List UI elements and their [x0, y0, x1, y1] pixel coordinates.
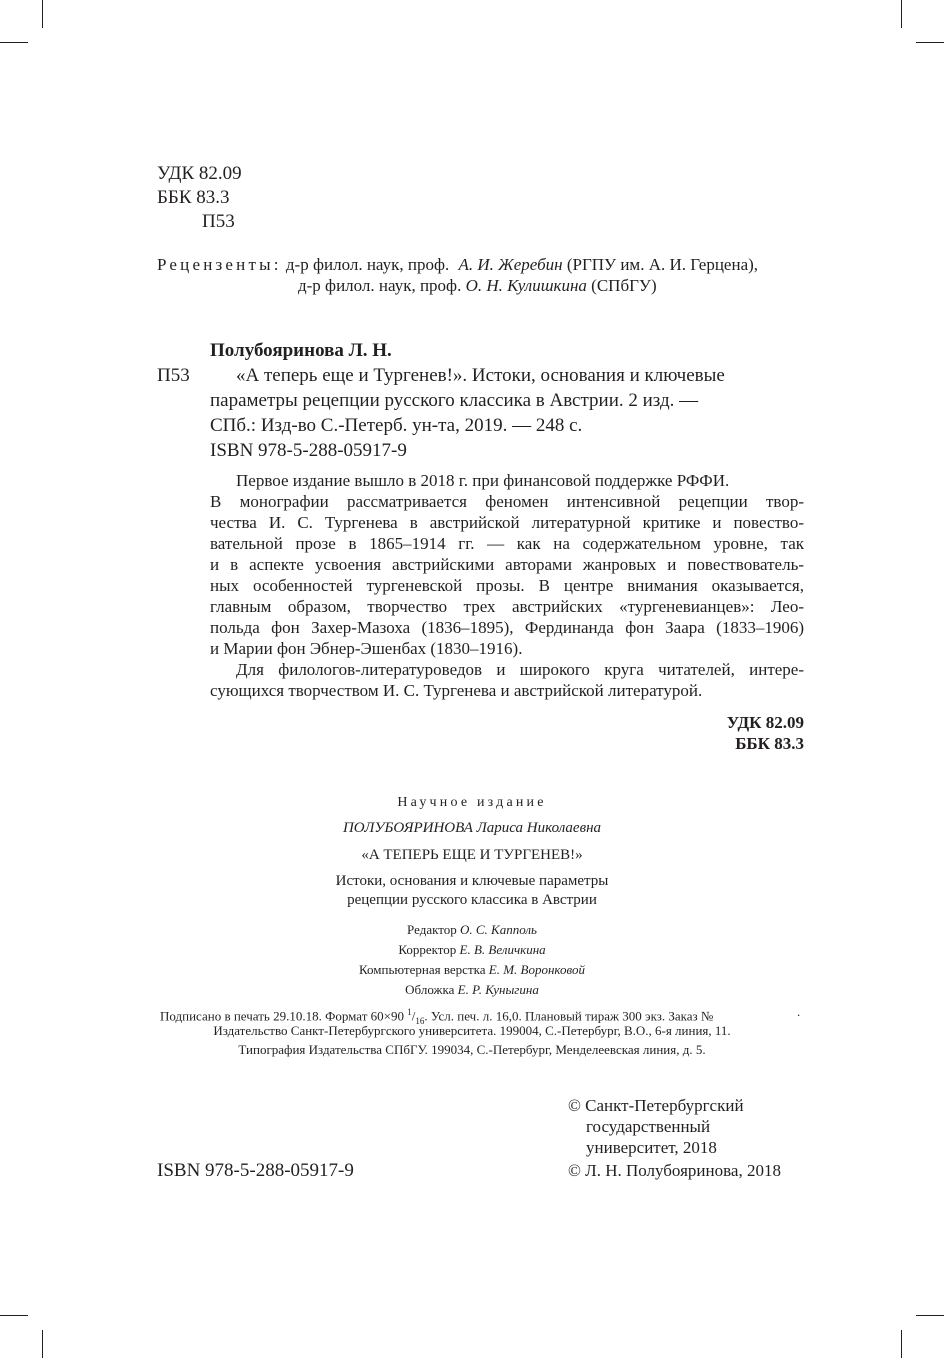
staff-role: Корректор	[398, 942, 457, 957]
udk-code: УДК 82.09	[157, 163, 242, 184]
entry-isbn: ISBN 978-5-288-05917-9	[210, 440, 407, 461]
staff-role: Редактор	[407, 922, 457, 937]
abstract-line: главным образом, творчество трех австрийских «тургеневианцев»: Лео-	[210, 597, 804, 616]
print-line-3: Типография Издательства СПбГУ. 199034, С.-Петербург, Менделеевская линия, д. 5.	[238, 1042, 706, 1057]
crop-mark-top-right-v	[901, 0, 902, 28]
reviewer-2-name: О. Н. Кулишкина	[465, 276, 587, 295]
audience-line: сующихся творчеством И. С. Тургенева и австрийской литературой.	[210, 681, 703, 700]
abstract-line: Первое издание вышло в 2018 г. при финансовой поддержке РФФИ.	[236, 471, 730, 490]
imprint-subtitle-line-1: Истоки, основания и ключевые параметры	[335, 873, 609, 889]
entry-author: Полубояринова Л. Н.	[210, 340, 392, 361]
abstract-line: вательной прозе в 1865–1914 гг. — как на содержательном уровне, так	[210, 534, 804, 553]
crop-mark-top-right-h	[916, 42, 944, 43]
staff-editor	[230, 920, 714, 940]
format-fraction-denominator: 16	[415, 1015, 425, 1026]
print-line-2: Издательство Санкт-Петербургского университета. 199004, С.-Петербург, В.О., 6-я линия, 11.	[213, 1023, 731, 1038]
reviewer-1-name: А. И. Жеребин	[458, 255, 563, 274]
reviewers-label: Рецензенты:	[157, 255, 282, 274]
abstract-line: В монографии рассматривается феномен интенсивной рецепции твор-	[210, 492, 804, 511]
crop-mark-bottom-left-v	[42, 1330, 43, 1358]
entry-title-line-2: параметры рецепции русского классика в Австрии. 2 изд. —	[210, 390, 699, 411]
index-udk: УДК 82.09	[726, 713, 804, 732]
crop-mark-bottom-right-h	[916, 1315, 944, 1316]
staff-corrector	[230, 940, 714, 960]
staff-role: Компьютерная верстка	[359, 962, 486, 977]
reviewer-2-org: (СПбГУ)	[591, 276, 657, 295]
staff-role: Обложка	[405, 982, 455, 997]
imprint-author	[230, 818, 714, 839]
author-mark: П53	[202, 211, 235, 232]
reviewer-1-degree: д-р филол. наук, проф.	[285, 255, 450, 274]
audience-line: Для филологов-литературоведов и широкого круга читателей, интере-	[236, 660, 804, 679]
format-fraction-numerator: 1	[407, 1007, 412, 1017]
footer-isbn: ISBN 978-5-288-05917-9	[157, 1160, 354, 1181]
staff-name: Е. В. Величкина	[459, 942, 546, 957]
staff-cover	[230, 980, 714, 1000]
copyright-author: © Л. Н. Полубояринова, 2018	[568, 1161, 781, 1180]
print-line-1-end: .	[797, 1004, 801, 1019]
reviewers-line-2	[298, 275, 657, 296]
crop-mark-bottom-right-v	[901, 1330, 902, 1358]
staff-name: Е. М. Воронковой	[488, 962, 585, 977]
copyright-university-line-2: государственный	[586, 1117, 711, 1136]
staff-name: Е. Р. Куныгина	[457, 982, 539, 997]
bbk-code: ББК 83.3	[157, 187, 230, 208]
edition-type: Научное издание	[397, 795, 547, 810]
print-line-1-b: . Усл. печ. л. 16,0. Плановый тираж 300 экз. Заказ №	[424, 1008, 714, 1024]
index-bbk: ББК 83.3	[735, 734, 804, 753]
copyright-university-line-3: университет, 2018	[586, 1138, 717, 1157]
entry-title-line-3: СПб.: Изд-во С.-Петерб. ун-та, 2019. — 248 с.	[210, 415, 583, 436]
crop-mark-top-left-v	[42, 0, 43, 28]
reviewers-line-1	[157, 254, 758, 275]
entry-mark: П53	[157, 365, 190, 386]
imprint-author-surname: ПОЛУБОЯРИНОВА	[342, 820, 473, 836]
abstract-line: польда фон Захер-Мазоха (1836–1895), Фердинанда фон Заара (1833–1906)	[210, 618, 804, 637]
crop-mark-top-left-h	[0, 42, 28, 43]
imprint-title: «А ТЕПЕРЬ ЕЩЕ И ТУРГЕНЕВ!»	[361, 847, 583, 863]
copyright-university-line-1: © Санкт-Петербургский	[568, 1096, 744, 1115]
imprint-author-given: Лариса Николаевна	[476, 820, 602, 836]
abstract-line: и в аспекте усвоения австрийскими авторами жанровых и повествователь-	[210, 555, 804, 574]
staff-name: О. С. Капполь	[460, 922, 537, 937]
print-line-1: Подписано в печать 29.10.18. Формат 60×90 $^1/_{16}$. Усл. печ. л. 16,0. Плановый тираж 300 экз. Заказ №	[160, 1007, 714, 1026]
entry-title-line-1: «А теперь еще и Тургенев!». Истоки, основания и ключевые	[236, 365, 725, 386]
print-line-1-a: Подписано в печать 29.10.18. Формат 60×90	[160, 1008, 404, 1024]
crop-mark-bottom-left-h	[0, 1315, 28, 1316]
abstract-line: чества И. С. Тургенева в австрийской литературной критике и повество-	[210, 513, 804, 532]
abstract-line: и Марии фон Эбнер-Эшенбах (1830–1916).	[210, 639, 523, 658]
abstract-line: ных особенностей тургеневской прозы. В центре внимания оказывается,	[210, 576, 804, 595]
reviewer-1-org: (РГПУ им. А. И. Герцена),	[566, 255, 759, 274]
reviewer-2-degree: д-р филол. наук, проф.	[298, 276, 462, 295]
staff-layout	[230, 960, 714, 980]
imprint-subtitle-line-2: рецепции русского классика в Австрии	[347, 892, 597, 908]
